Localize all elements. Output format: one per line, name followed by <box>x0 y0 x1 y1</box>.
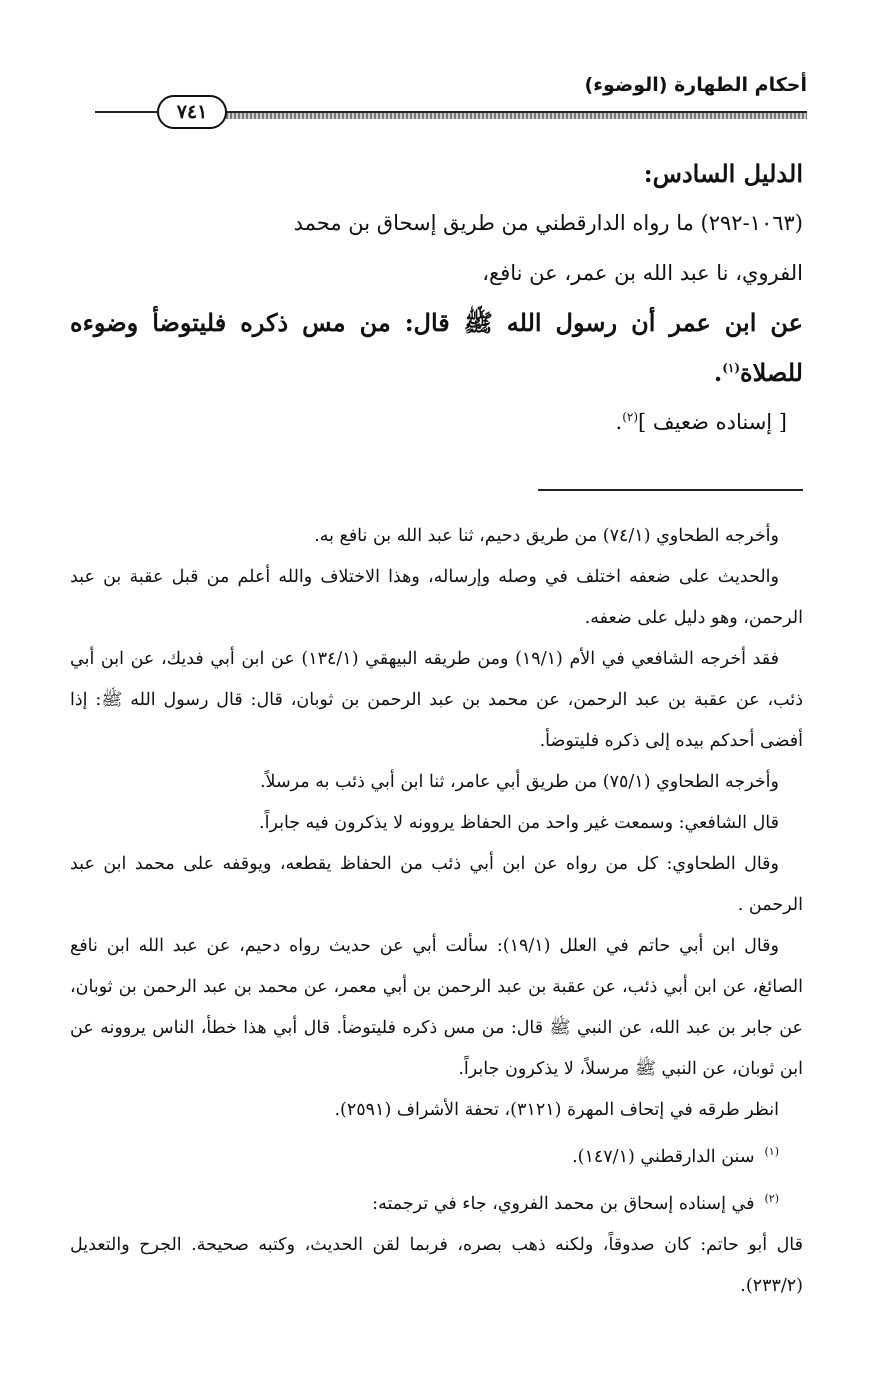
footnote-2 <box>70 1178 803 1225</box>
footnote-paragraph: قال الشافعي: وسمعت غير واحد من الحفاظ يروونه لا يذكرون فيه جابراً. <box>259 813 779 833</box>
hadith-text <box>70 298 803 398</box>
footnote-1 <box>70 1131 803 1178</box>
footnote-ref-1[interactable]: (١) <box>722 361 741 375</box>
footnote-1-text: سنن الدارقطني (١٤٧/١). <box>572 1146 755 1167</box>
footnote-paragraph: وقال الطحاوي: كل من رواه عن ابن أبي ذئب من الحفاظ يقطعه، ويوقفه على محمد ابن عبد الرحمن . <box>70 854 803 915</box>
hadith-matn: عن ابن عمر أن رسول الله ﷺ قال: من مس ذكره فليتوضأ وضوءه للصلاة <box>70 308 803 387</box>
isnad-line-2: الفروي، نا عبد الله بن عمر، عن نافع، <box>482 261 803 285</box>
footnote-paragraph: وأخرجه الطحاوي (٧٤/١) من طريق دحيم، ثنا عبد الله بن نافع به. <box>314 526 779 546</box>
isnad-line-1: (١٠٦٣-٢٩٢) ما رواه الدارقطني من طريق إسحاق بن محمد <box>293 211 803 235</box>
footnotes <box>70 516 803 1307</box>
footnote-1-mark: (١) <box>764 1145 779 1158</box>
hadith-end: . <box>713 358 723 387</box>
page-number: ٧٤١ <box>157 95 227 129</box>
grade-text: [ إسناده ضعيف ] <box>638 410 787 434</box>
footnote-paragraph: انظر طرقه في إتحاف المهرة (٣١٢١)، تحفة الأشراف (٢٥٩١). <box>334 1100 779 1120</box>
grade-end: . <box>615 410 623 434</box>
footnote-paragraph: فقد أخرجه الشافعي في الأم (١٩/١) ومن طريقه البيهقي (١٣٤/١) عن ابن أبي فديك، عن ابن أبي ذئب، عن عقبة بن عبد الرحمن، عن محمد بن عبد الرحمن بن ثوبان، قال: قال رسول الله ﷺ: إذا أفضى أحدكم بيده إلى ذكره فليتوضأ. <box>70 649 803 751</box>
footnote-paragraph: والحديث على ضعفه اختلف في وصله وإرساله، وهذا الاختلاف والله أعلم من قبل عقبة بن عبد الرحمن، وهو دليل على ضعفه. <box>70 567 803 628</box>
footnote-paragraph: قال أبو حاتم: كان صدوقاً، ولكنه ذهب بصره، فربما لقن الحديث، وكتبه صحيحة. الجرح والتعديل (٢٣٣/٢). <box>70 1234 803 1296</box>
footnote-separator <box>538 489 803 491</box>
isnad-paragraph <box>70 198 803 298</box>
isnad-grade <box>70 398 787 446</box>
running-title: أحكام الطهارة (الوضوء) <box>584 74 807 96</box>
footnote-2-mark: (٢) <box>764 1191 779 1205</box>
footnote-2-text: في إسناده إسحاق بن محمد الفروي، جاء في ترجمته: <box>372 1193 755 1214</box>
footnote-ref-2[interactable]: (٢) <box>622 410 639 424</box>
section-heading: الدليل السادس: <box>643 159 803 188</box>
header-rule <box>222 111 807 119</box>
header-rule-left <box>95 111 157 113</box>
main-text <box>70 150 803 446</box>
footnote-paragraph: وقال ابن أبي حاتم في العلل (١٩/١): سألت أبي عن حديث رواه دحيم، عن عبد الله ابن نافع الصائغ، عن ابن أبي ذئب، عن عقبة بن عبد الرحمن بن أبي معمر، عن محمد بن عبد الرحمن بن ثوبان، عن جابر بن عبد الله، عن النبي ﷺ قال: من مس ذكره فليتوضأ. قال أبي هذا خطأ، الناس يروونه عن ابن ثوبان، عن النبي ﷺ مرسلاً، لا يذكرون جابراً. <box>70 936 803 1079</box>
footnote-paragraph: وأخرجه الطحاوي (٧٥/١) من طريق أبي عامر، ثنا ابن أبي ذئب به مرسلاً. <box>259 772 779 792</box>
